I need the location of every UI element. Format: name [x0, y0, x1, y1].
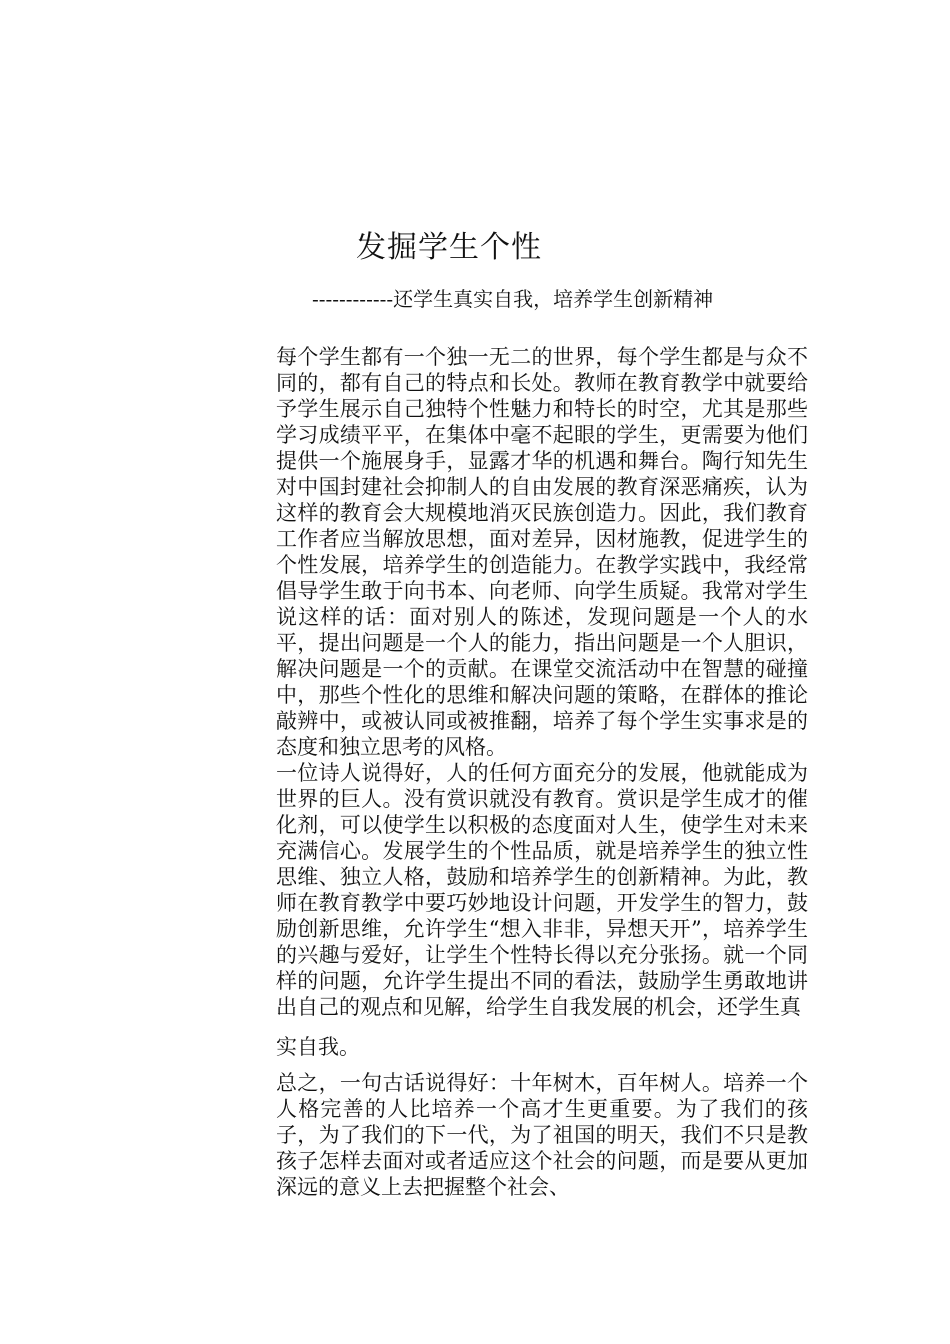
body-text [276, 344, 808, 1200]
paragraph-1: 每个学生都有一个独一无二的世界，每个学生都是与众不同的，都有自己的特点和长处。教师在教育教学中就要给予学生展示自己独特个性魅力和特长的时空，尤其是那些学习成绩平平，在集体中毫不起眼的学生，更需要为他们提供一个施展身手，显露才华的机遇和舞台。陶行知先生对中国封建社会抑制人的自由发展的教育深恶痛疾，认为这样的教育会大规模地消灭民族创造力。因此，我们教育工作者应当解放思想，面对差异，因材施教，促进学生的个性发展，培养学生的创造能力。在教学实践中，我经常倡导学生敢于向书本、向老师、向学生质疑。我常对学生说这样的话：面对别人的陈述，发现问题是一个人的水平，提出问题是一个人的能力，指出问题是一个人胆识，解决问题是一个的贡献。在课堂交流活动中在智慧的碰撞中，那些个性化的思维和解决问题的策略，在群体的推论敲辨中，或被认同或被推翻，培养了每个学生实事求是的态度和独立思考的风格。 [276, 345, 808, 759]
page-subtitle: ------------还学生真实自我，培养学生创新精神 [312, 287, 714, 311]
closing-paragraph: 总之，一句古话说得好：十年树木，百年树人。培养一个人格完善的人比培养一个高才生更重要。为了我们的孩子，为了我们的下一代，为了祖国的明天，我们不只是教孩子怎样去面对或者适应这个社会的问题，而是要从更加深远的意义上去把握整个社会、 [276, 1071, 808, 1199]
paragraph-2: 一位诗人说得好，人的任何方面充分的发展，他就能成为世界的巨人。没有赏识就没有教育。赏识是学生成才的催化剂，可以使学生以积极的态度面对人生，使学生对未来充满信心。发展学生的个性品质，就是培养学生的独立性思维、独立人格，鼓励和培养学生的创新精神。为此，教师在教育教学中要巧妙地设计问题，开发学生的智力，鼓励创新思维，允许学生“想入非非，异想天开”，培养学生的兴趣与爱好，让学生个性特长得以充分张扬。就一个同样的问题，允许学生提出不同的看法，鼓励学生勇敢地讲出自己的观点和见解，给学生自我发展的机会，还学生真 [276, 761, 808, 1019]
page-title: 发掘学生个性 [356, 230, 542, 265]
paragraph-2-tail: 实自我。 [276, 1035, 360, 1059]
